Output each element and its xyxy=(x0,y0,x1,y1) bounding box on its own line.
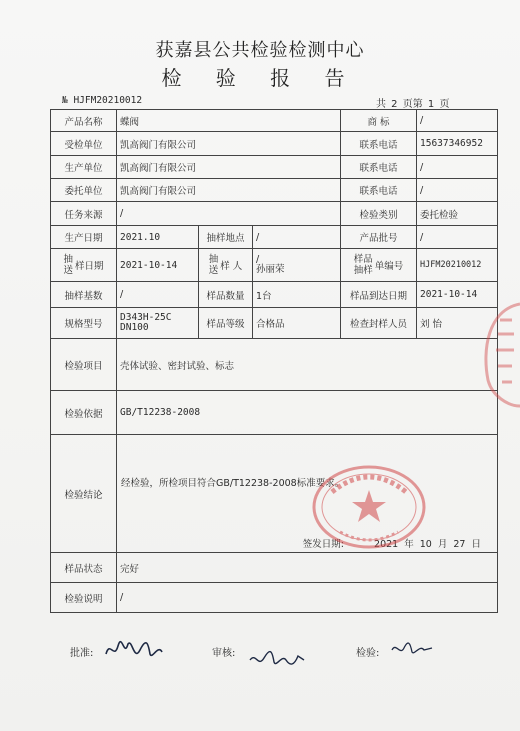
value-client-unit: 凯高阀门有限公司 xyxy=(117,179,341,202)
label-client-unit: 委托单位 xyxy=(51,179,117,202)
label-sample-status: 样品状态 xyxy=(51,553,117,583)
row-basis xyxy=(51,391,498,435)
inspect-label: 检验: xyxy=(356,648,380,659)
review-label: 审核: xyxy=(212,648,236,659)
label-inspection-items: 检验项目 xyxy=(51,339,117,391)
value-sampling-date: 2021-10-14 xyxy=(117,249,199,282)
value-inspected-unit: 凯高阀门有限公司 xyxy=(117,132,341,156)
value-product-name: 蝶阀 xyxy=(117,110,341,132)
label-manufacturer-phone: 联系电话 xyxy=(341,156,417,179)
approve-signature xyxy=(104,636,168,664)
label-inspected-unit: 受检单位 xyxy=(51,132,117,156)
review-signature xyxy=(248,646,306,672)
row-note xyxy=(51,583,498,613)
label-conclusion: 检验结论 xyxy=(51,435,117,553)
value-manufacturer-phone: / xyxy=(417,156,498,179)
label-sampling-place: 抽样地点 xyxy=(199,226,253,249)
value-trademark: / xyxy=(417,110,498,132)
label-inspection-type: 检验类别 xyxy=(341,202,417,226)
value-inspection-basis: GB/T12238-2008 xyxy=(117,391,498,435)
report-table xyxy=(50,109,498,613)
label-client-phone: 联系电话 xyxy=(341,179,417,202)
value-conclusion: 经检验，所检项目符合GB/T12238-2008标准要求。 xyxy=(121,478,345,489)
value-production-date: 2021.10 xyxy=(117,226,199,249)
row-spec xyxy=(51,308,498,339)
value-inspection-note: / xyxy=(117,583,498,613)
label-sampler: 抽 送 样 人 xyxy=(199,249,253,282)
row-client xyxy=(51,179,498,202)
row-task xyxy=(51,202,498,226)
value-manufacturer: 凯高阀门有限公司 xyxy=(117,156,341,179)
row-status xyxy=(51,553,498,583)
value-inspected-phone: 15637346952 xyxy=(417,132,498,156)
value-sampling-place: / xyxy=(253,226,341,249)
value-sample-grade: 合格品 xyxy=(253,308,341,339)
label-spec-model: 规格型号 xyxy=(51,308,117,339)
label-sample-grade: 样品等级 xyxy=(199,308,253,339)
row-items xyxy=(51,339,498,391)
sign-date xyxy=(303,536,481,550)
inspect-signature xyxy=(390,638,434,660)
value-sampler-1: / xyxy=(256,254,260,265)
value-client-phone: / xyxy=(417,179,498,202)
row-inspected-unit xyxy=(51,132,498,156)
value-spec-model xyxy=(117,308,199,339)
label-sign-date: 签发日期: xyxy=(302,539,344,550)
signature-row xyxy=(0,640,520,680)
label-batch-no: 产品批号 xyxy=(341,226,417,249)
label-manufacturer: 生产单位 xyxy=(51,156,117,179)
label-sample-no: 样品 抽样 单编号 xyxy=(341,249,417,282)
value-inspection-items: 壳体试验、密封试验、标志 xyxy=(117,339,498,391)
label-production-date: 生产日期 xyxy=(51,226,117,249)
value-sample-status: 完好 xyxy=(117,553,498,583)
value-batch-no: / xyxy=(417,226,498,249)
label-sampling-base: 抽样基数 xyxy=(51,282,117,308)
value-spec-1: D343H-25C xyxy=(120,312,172,323)
doc-title: 检 验 报 告 xyxy=(161,66,359,90)
value-sealer: 刘 怡 xyxy=(417,308,498,339)
label-inspected-phone: 联系电话 xyxy=(341,132,417,156)
row-conclusion xyxy=(51,435,498,553)
label-trademark: 商 标 xyxy=(341,110,417,132)
value-inspection-type: 委托检验 xyxy=(417,202,498,226)
row-manufacturer xyxy=(51,156,498,179)
value-sign-date: 2021 年 10 月 27 日 xyxy=(374,539,481,550)
row-production xyxy=(51,226,498,249)
conclusion-cell xyxy=(117,435,498,553)
approve-label: 批准: xyxy=(70,648,94,659)
value-sample-qty: 1台 xyxy=(253,282,341,308)
label-inspection-basis: 检验依据 xyxy=(51,391,117,435)
label-inspection-note: 检验说明 xyxy=(51,583,117,613)
value-sample-no: HJFM20210012 xyxy=(417,249,498,282)
label-sealer: 检查封样人员 xyxy=(341,308,417,339)
label-task-source: 任务来源 xyxy=(51,202,117,226)
label-sampling-date: 抽 送 样日期 xyxy=(51,249,117,282)
row-sampling xyxy=(51,249,498,282)
value-sampler-2: 孙丽荣 xyxy=(256,264,285,275)
label-arrival-date: 样品到达日期 xyxy=(341,282,417,308)
value-task-source: / xyxy=(117,202,341,226)
row-product xyxy=(51,110,498,132)
value-spec-2: DN100 xyxy=(120,322,149,333)
value-sampler xyxy=(253,249,341,282)
page-count: 共 2 页第 1 页 xyxy=(376,99,450,110)
value-sampling-base: / xyxy=(117,282,199,308)
label-sample-qty: 样品数量 xyxy=(199,282,253,308)
org-title: 获嘉县公共检验检测中心 xyxy=(155,40,365,61)
row-sample-base xyxy=(51,282,498,308)
value-arrival-date: 2021-10-14 xyxy=(417,282,498,308)
report-number: № HJFM20210012 xyxy=(62,95,143,106)
label-product-name: 产品名称 xyxy=(51,110,117,132)
